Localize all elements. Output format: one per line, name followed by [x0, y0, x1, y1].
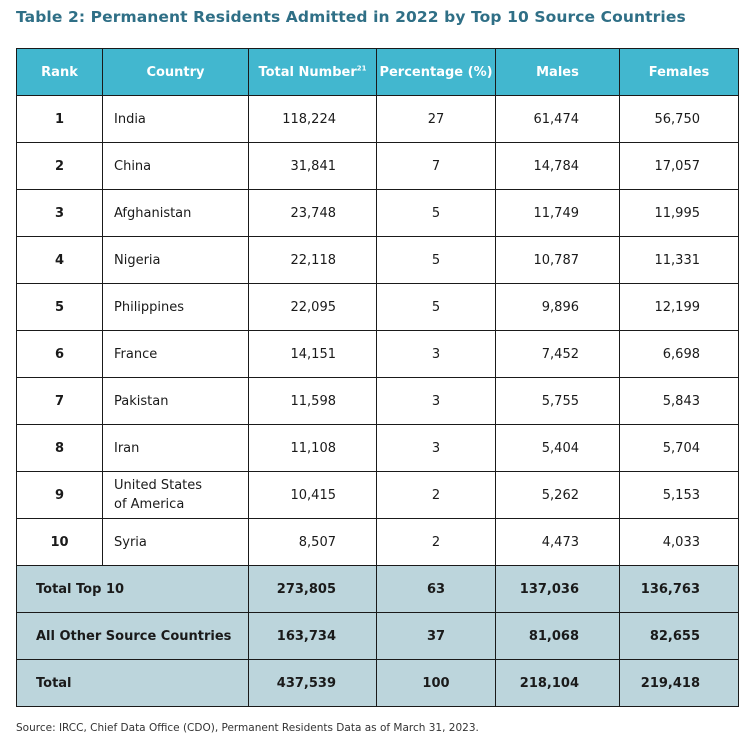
table-row — [17, 472, 739, 519]
country-cell: Iran — [103, 425, 249, 472]
country-cell: Nigeria — [103, 237, 249, 284]
males-cell: 7,452 — [496, 331, 620, 378]
source-note: Source: IRCC, Chief Data Office (CDO), Permanent Residents Data as of March 31, 2023. — [16, 722, 479, 734]
summary-row-total — [17, 660, 739, 707]
total-cell: 11,598 — [249, 378, 377, 425]
rank-cell: 4 — [17, 237, 103, 284]
percentage-cell: 2 — [377, 519, 496, 566]
table-row — [17, 425, 739, 472]
total-cell: 273,805 — [249, 566, 377, 613]
country-cell: Philippines — [103, 284, 249, 331]
rank-cell: 8 — [17, 425, 103, 472]
females-cell: 136,763 — [620, 566, 739, 613]
males-cell: 81,068 — [496, 613, 620, 660]
header-row — [17, 49, 739, 96]
percentage-cell: 5 — [377, 284, 496, 331]
table-row — [17, 190, 739, 237]
total-cell: 31,841 — [249, 143, 377, 190]
total-cell: 22,095 — [249, 284, 377, 331]
percentage-cell: 7 — [377, 143, 496, 190]
summary-row-total-top-10 — [17, 566, 739, 613]
males-cell: 5,755 — [496, 378, 620, 425]
percentage-cell: 37 — [377, 613, 496, 660]
country-cell — [103, 472, 249, 519]
country-cell: Syria — [103, 519, 249, 566]
rank-cell: 7 — [17, 378, 103, 425]
footnote-marker: 21 — [356, 64, 367, 73]
rank-cell: 9 — [17, 472, 103, 519]
total-cell: 118,224 — [249, 96, 377, 143]
total-cell: 22,118 — [249, 237, 377, 284]
total-cell: 163,734 — [249, 613, 377, 660]
table-row — [17, 96, 739, 143]
table-row — [17, 237, 739, 284]
males-cell: 137,036 — [496, 566, 620, 613]
percentage-cell: 5 — [377, 237, 496, 284]
summary-label: All Other Source Countries — [17, 613, 249, 660]
percentage-cell: 100 — [377, 660, 496, 707]
country-cell: China — [103, 143, 249, 190]
females-cell: 82,655 — [620, 613, 739, 660]
males-cell: 218,104 — [496, 660, 620, 707]
females-cell: 56,750 — [620, 96, 739, 143]
header-total-label: Total Number — [258, 64, 357, 80]
percentage-cell: 3 — [377, 425, 496, 472]
females-cell: 219,418 — [620, 660, 739, 707]
table-row — [17, 284, 739, 331]
rank-cell: 5 — [17, 284, 103, 331]
males-cell: 4,473 — [496, 519, 620, 566]
header-males: Males — [496, 49, 620, 96]
females-cell: 11,995 — [620, 190, 739, 237]
males-cell: 10,787 — [496, 237, 620, 284]
males-cell: 9,896 — [496, 284, 620, 331]
rank-cell: 6 — [17, 331, 103, 378]
residents-table — [16, 48, 739, 707]
country-line-1: United States — [114, 478, 203, 493]
total-cell: 10,415 — [249, 472, 377, 519]
females-cell: 5,704 — [620, 425, 739, 472]
rank-cell: 3 — [17, 190, 103, 237]
total-cell: 23,748 — [249, 190, 377, 237]
summary-label: Total — [17, 660, 249, 707]
percentage-cell: 3 — [377, 378, 496, 425]
country-cell: Afghanistan — [103, 190, 249, 237]
header-total-number — [249, 49, 377, 96]
header-females: Females — [620, 49, 739, 96]
females-cell: 5,153 — [620, 472, 739, 519]
table-row — [17, 519, 739, 566]
country-cell: France — [103, 331, 249, 378]
females-cell: 5,843 — [620, 378, 739, 425]
table-title: Table 2: Permanent Residents Admitted in 2022 by Top 10 Source Countries — [16, 8, 686, 26]
total-cell: 14,151 — [249, 331, 377, 378]
header-percentage: Percentage (%) — [377, 49, 496, 96]
males-cell: 5,404 — [496, 425, 620, 472]
header-country: Country — [103, 49, 249, 96]
males-cell: 11,749 — [496, 190, 620, 237]
males-cell: 5,262 — [496, 472, 620, 519]
percentage-cell: 27 — [377, 96, 496, 143]
females-cell: 4,033 — [620, 519, 739, 566]
females-cell: 6,698 — [620, 331, 739, 378]
females-cell: 12,199 — [620, 284, 739, 331]
country-cell: India — [103, 96, 249, 143]
total-cell: 437,539 — [249, 660, 377, 707]
table-row — [17, 331, 739, 378]
total-cell: 11,108 — [249, 425, 377, 472]
summary-label: Total Top 10 — [17, 566, 249, 613]
summary-row-other-countries — [17, 613, 739, 660]
country-line-2: of America — [114, 497, 185, 512]
percentage-cell: 3 — [377, 331, 496, 378]
total-cell: 8,507 — [249, 519, 377, 566]
table-row — [17, 378, 739, 425]
percentage-cell: 63 — [377, 566, 496, 613]
rank-cell: 1 — [17, 96, 103, 143]
females-cell: 11,331 — [620, 237, 739, 284]
females-cell: 17,057 — [620, 143, 739, 190]
header-rank: Rank — [17, 49, 103, 96]
table-row — [17, 143, 739, 190]
rank-cell: 2 — [17, 143, 103, 190]
rank-cell: 10 — [17, 519, 103, 566]
percentage-cell: 5 — [377, 190, 496, 237]
percentage-cell: 2 — [377, 472, 496, 519]
males-cell: 14,784 — [496, 143, 620, 190]
males-cell: 61,474 — [496, 96, 620, 143]
country-cell: Pakistan — [103, 378, 249, 425]
